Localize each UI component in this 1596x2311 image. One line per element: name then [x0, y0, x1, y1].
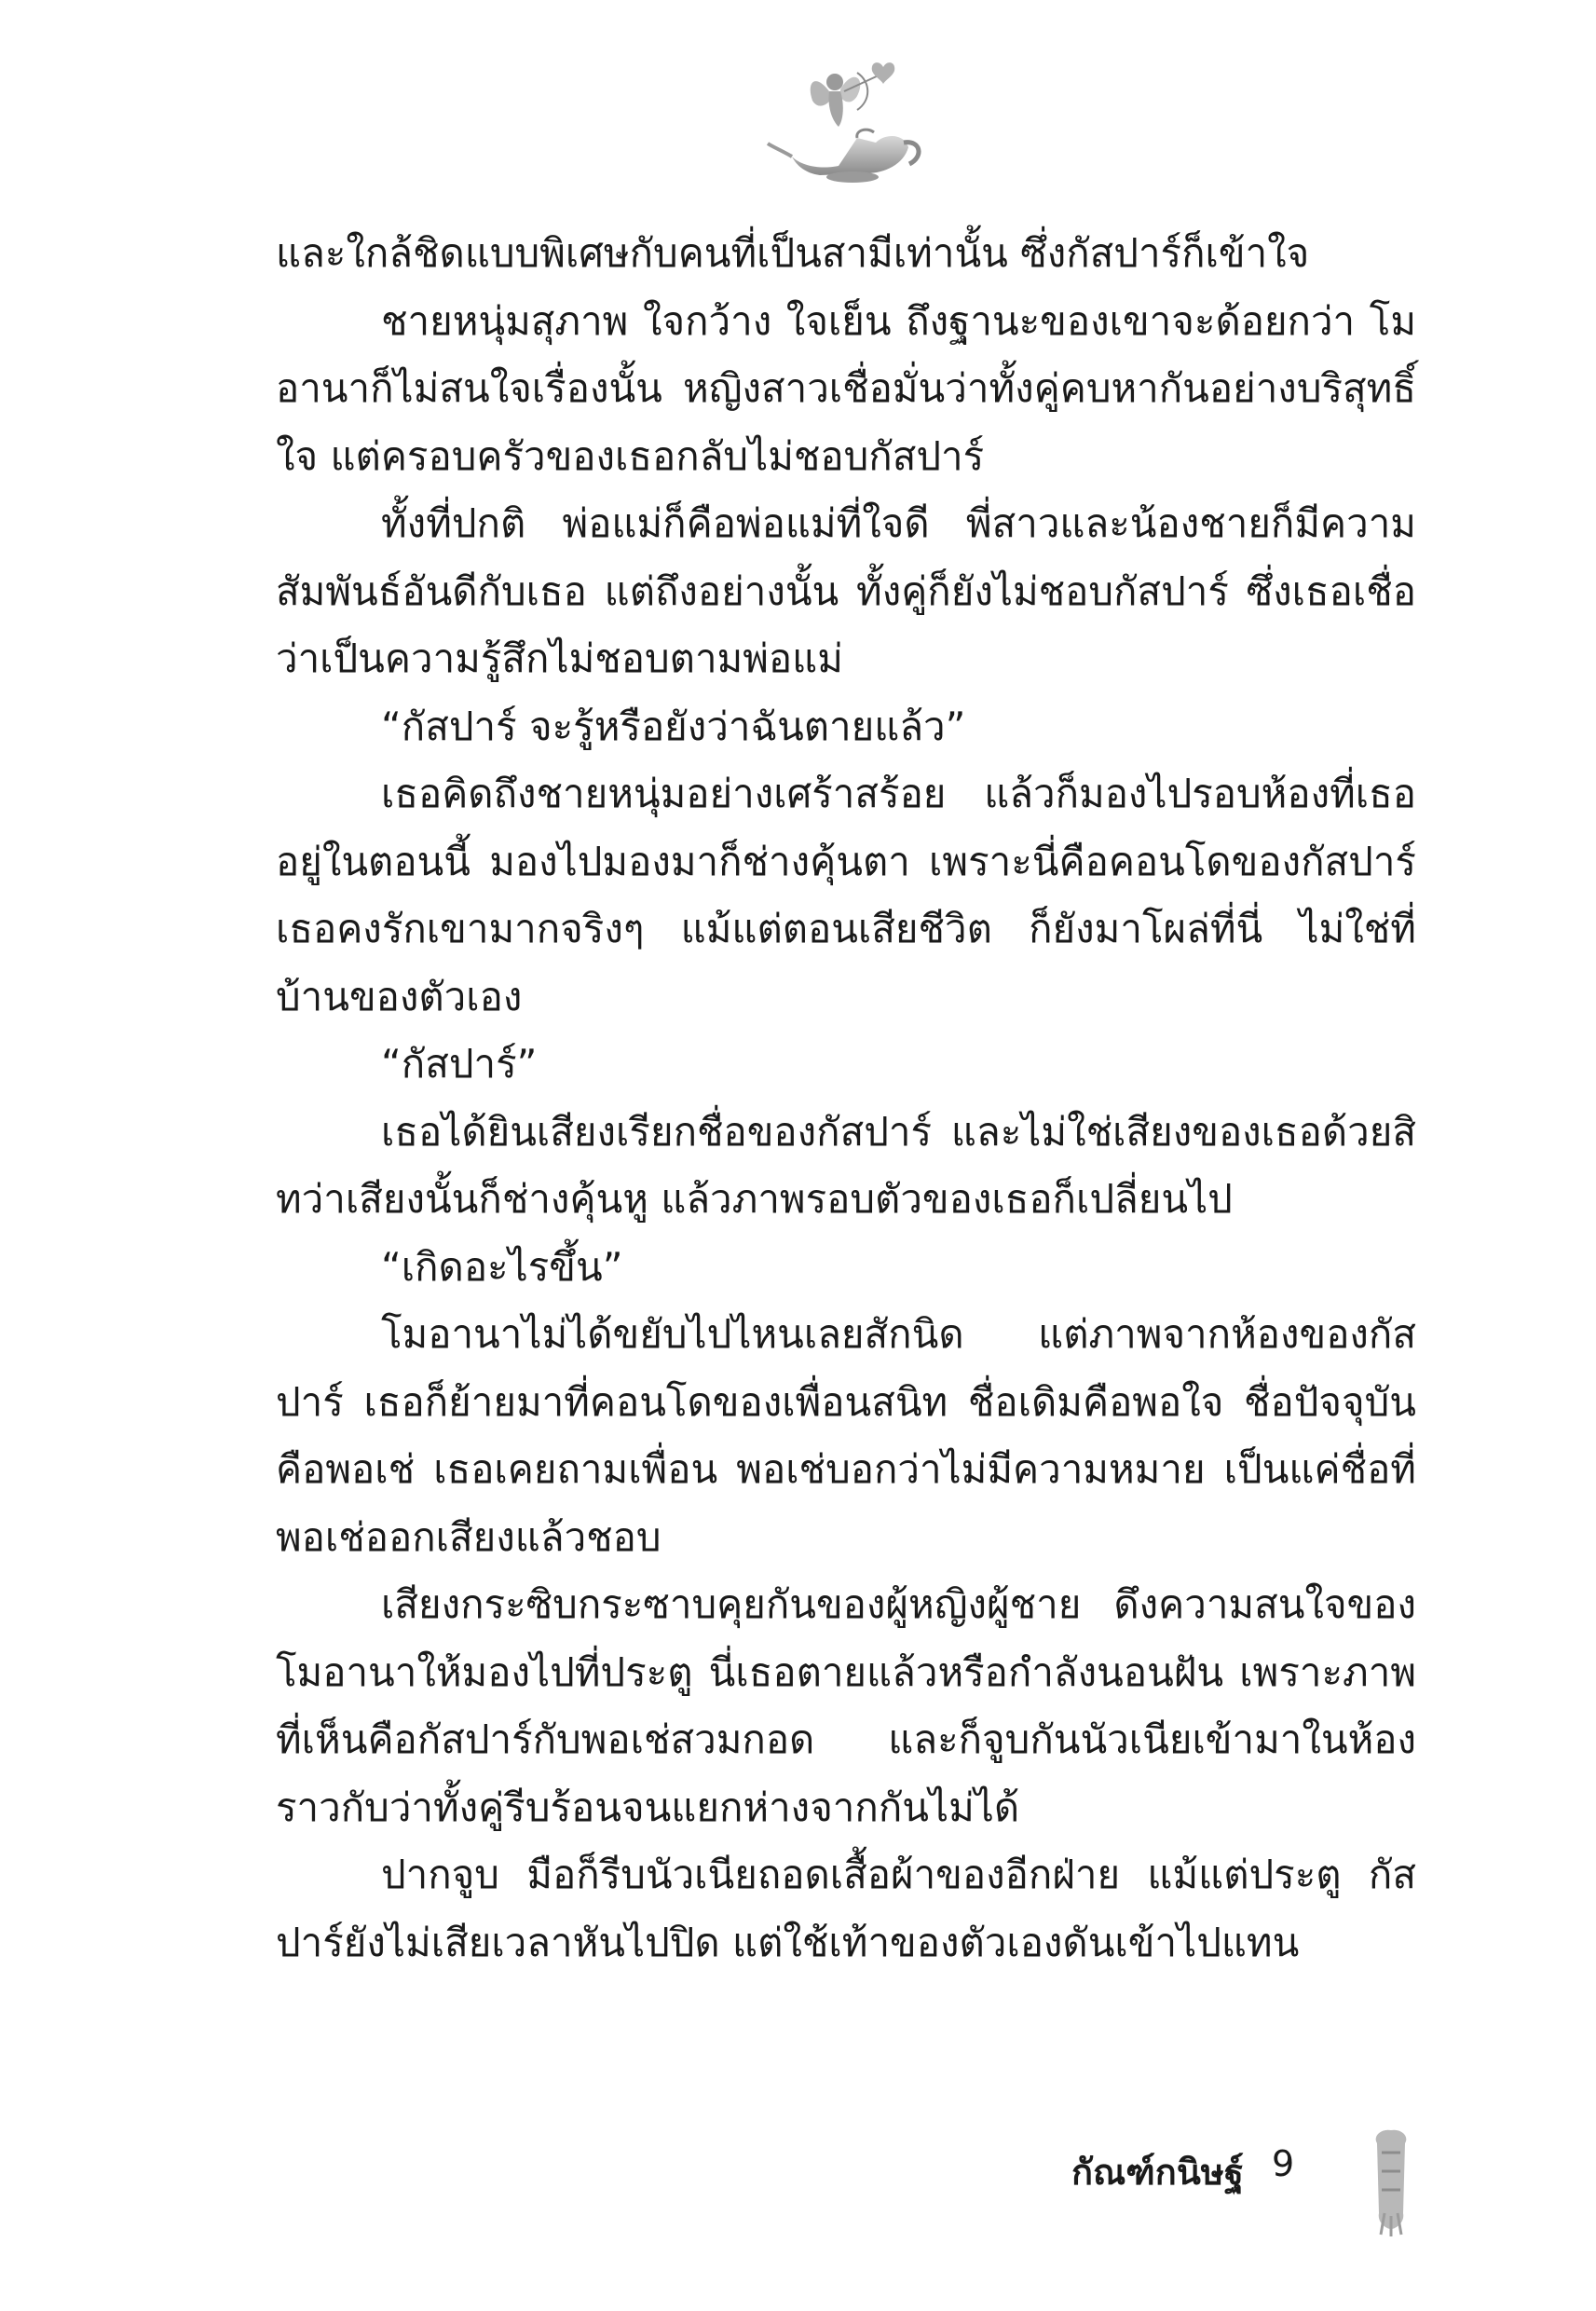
scroll-tassel-icon	[1368, 2125, 1414, 2236]
paragraph: “เกิดอะไรขึ้น”	[381, 1243, 623, 1290]
paragraph: เธอคิดถึงชายหนุ่มอย่างเศร้าสร้อย แล้วก็มองไปรอบห้องที่เธออยู่ในตอนนี้ มองไปมองมาก็ช่างคุ้นตา เพราะนี่คือคอนโดของกัสปาร์ เธอคงรักเขามากจริงๆ แม้แต่ตอนเสียชีวิต ก็ยังมาโผล่ที่นี่ ไม่ใช่ที่บ้านของตัวเอง	[276, 771, 1416, 1019]
page-footer	[1071, 2125, 1444, 2236]
paragraph: “กัสปาร์ จะรู้หรือยังว่าฉันตายแล้ว”	[381, 703, 966, 749]
body-text	[276, 220, 1416, 1976]
lamp-cupid-ornament-icon	[764, 54, 932, 194]
paragraph: โมอานาไม่ได้ขยับไปไหนเลยสักนิด แต่ภาพจากห้องของกัสปาร์ เธอก็ย้ายมาที่คอนโดของเพื่อนสนิท ชื่อเดิมคือพอใจ ชื่อปัจจุบันคือพอเช่ เธอเคยถามเพื่อน พอเช่บอกว่าไม่มีความหมาย เป็นแค่ชื่อที่พอเช่ออกเสียงแล้วชอบ	[276, 1311, 1416, 1560]
paragraph: เธอได้ยินเสียงเรียกชื่อของกัสปาร์ และไม่ใช่เสียงของเธอด้วยสิ ทว่าเสียงนั้นก็ช่างคุ้นหู แล้วภาพรอบตัวของเธอก็เปลี่ยนไป	[276, 1108, 1416, 1222]
page-number: 9	[1272, 2143, 1295, 2184]
paragraph: ชายหนุ่มสุภาพ ใจกว้าง ใจเย็น ถึงฐานะของเขาจะด้อยกว่า โมอานาก็ไม่สนใจเรื่องนั้น หญิงสาวเชื่อมั่นว่าทั้งคู่คบหากันอย่างบริสุทธิ์ใจ แต่ครอบครัวของเธอกลับไม่ชอบกัสปาร์	[276, 297, 1416, 479]
paragraph: “กัสปาร์”	[381, 1041, 538, 1087]
paragraph: ปากจูบ มือก็รีบนัวเนียถอดเสื้อผ้าของอีกฝ่าย แม้แต่ประตู กัสปาร์ยังไม่เสียเวลาหันไปปิด แต่ใช้เท้าของตัวเองดันเข้าไปแทน	[276, 1852, 1416, 1965]
paragraph: และใกล้ชิดแบบพิเศษกับคนที่เป็นสามีเท่านั้น ซึ่งกัสปาร์ก็เข้าใจ	[276, 230, 1310, 276]
book-title: กัณฑ์กนิษฐ์	[1071, 2152, 1244, 2193]
paragraph: ทั้งที่ปกติ พ่อแม่ก็คือพ่อแม่ที่ใจดี พี่สาวและน้องชายก็มีความสัมพันธ์อันดีกับเธอ แต่ถึงอย่างนั้น ทั้งคู่ก็ยังไม่ชอบกัสปาร์ ซึ่งเธอเชื่อว่าเป็นความรู้สึกไม่ชอบตามพ่อแม่	[276, 500, 1416, 681]
paragraph: เสียงกระซิบกระซาบคุยกันของผู้หญิงผู้ชาย ดึงความสนใจของโมอานาให้มองไปที่ประตู นี่เธอตายแล้วหรือกำลังนอนฝัน เพราะภาพที่เห็นคือกัสปาร์กับพอเช่สวมกอด และก็จูบกันนัวเนียเข้ามาในห้อง ราวกับว่าทั้งคู่รีบร้อนจนแยกห่างจากกันไม่ได้	[276, 1581, 1416, 1830]
